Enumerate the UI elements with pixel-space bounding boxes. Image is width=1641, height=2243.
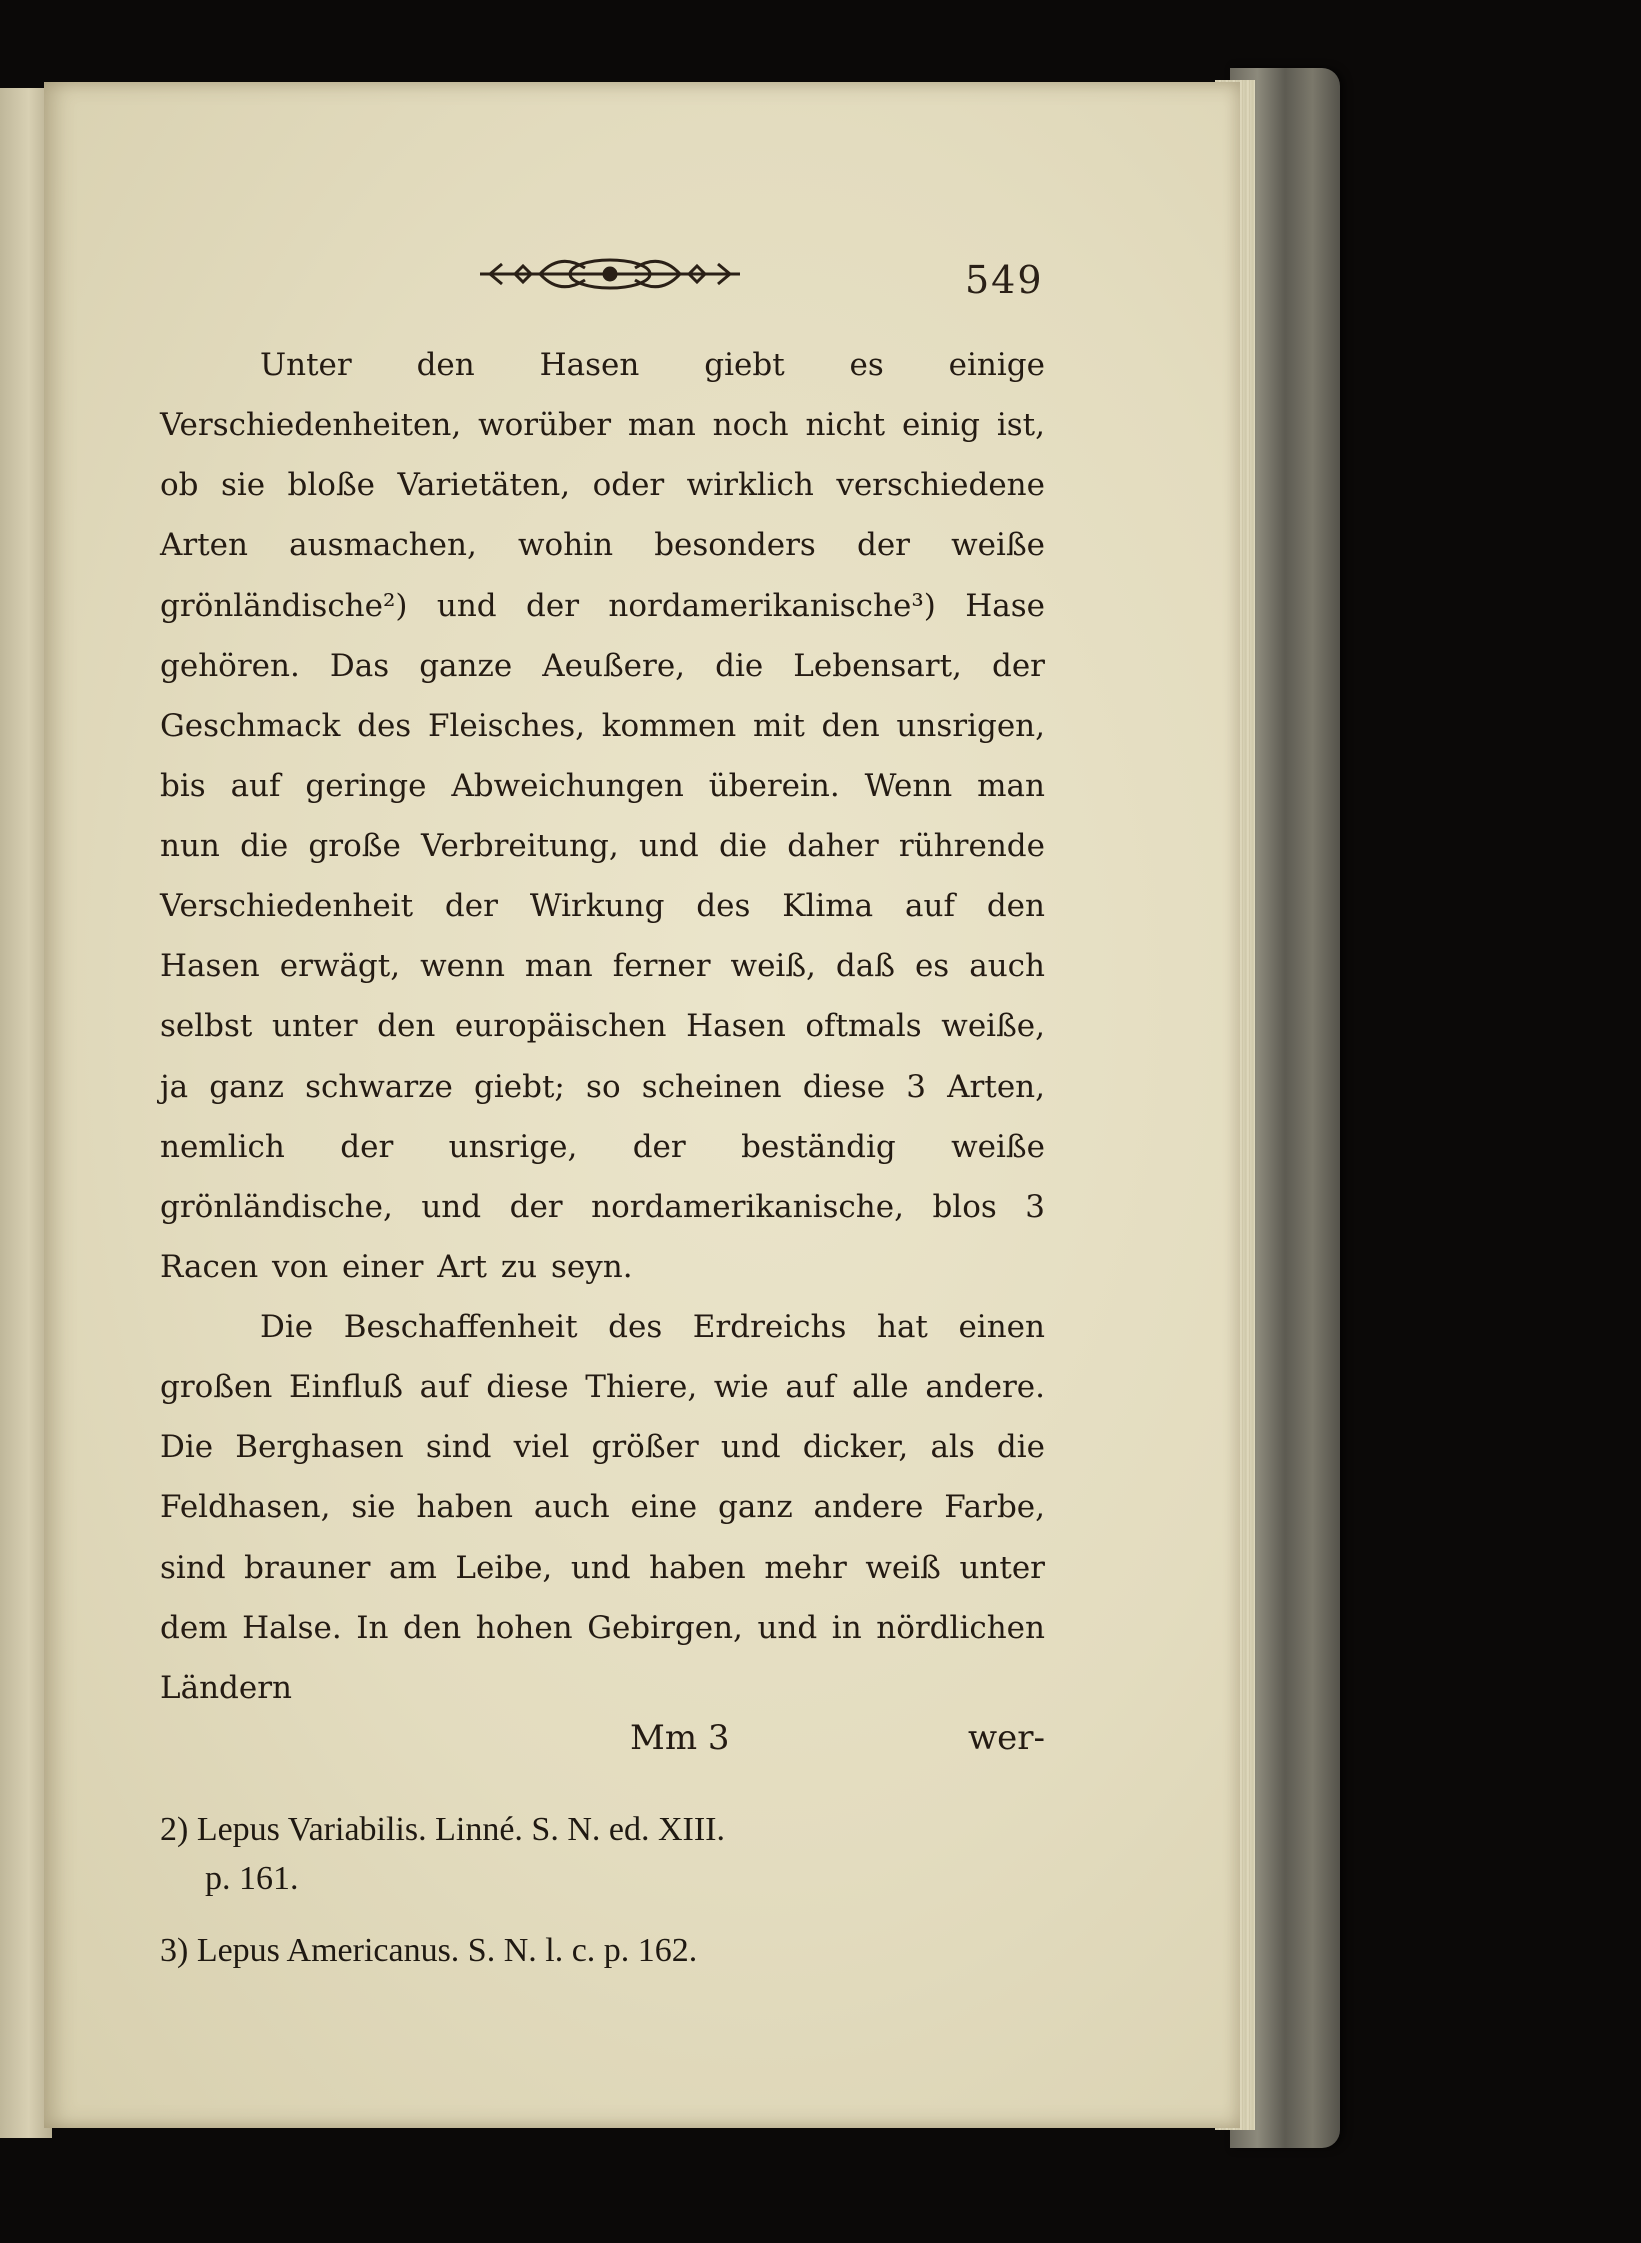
ornament-icon <box>470 244 750 304</box>
page-number: 549 <box>965 258 1044 302</box>
catchword: wer- <box>968 1718 1045 1758</box>
footnotes <box>160 1805 1060 1997</box>
footnote-line: p. 161. <box>205 1860 299 1898</box>
catch-line <box>160 1718 1045 1768</box>
footnote <box>160 1926 1060 1975</box>
footnote-line: 3) Lepus Americanus. S. N. l. c. p. 162. <box>160 1931 698 1969</box>
paragraph: Unter den Hasen giebt es einige Verschiedenheiten, worüber man noch nicht einig ist, ob sie bloße Varietäten, oder wirklich verschiedene Arten ausmachen, wohin besonders der weiße grönländische²) und der nordamerikanische³) Hase gehören. Das ganze Aeußere, die Lebensart, der Geschmack des Fleisches, kommen mit den unsrigen, bis auf geringe Abweichungen überein. Wenn man nun die große Verbreitung, und die daher rührende Verschiedenheit der Wirkung des Klima auf den Hasen erwägt, wenn man ferner weiß, daß es auch selbst unter den europäischen Hasen oftmals weiße, ja ganz schwarze giebt; so scheinen diese 3 Arten, nemlich der unsrige, der beständig weiße grönländische, und der nordamerikanische, blos 3 Racen von einer Art zu seyn. <box>160 347 1045 1285</box>
footnote-line: 2) Lepus Variabilis. Linné. S. N. ed. XIII. <box>160 1811 725 1848</box>
footnote <box>160 1805 1060 1904</box>
signature-mark: Mm 3 <box>630 1718 730 1758</box>
body-text <box>160 335 1045 1718</box>
paragraph: Die Beschaffenheit des Erdreichs hat einen großen Einfluß auf diese Thiere, wie auf alle andere. Die Berghasen sind viel größer und dicker, als die Feldhasen, sie haben auch eine ganz andere Farbe, sind brauner am Leibe, und haben mehr weiß unter dem Halse. In den hohen Gebirgen, und in nördlichen Ländern <box>160 1309 1045 1706</box>
